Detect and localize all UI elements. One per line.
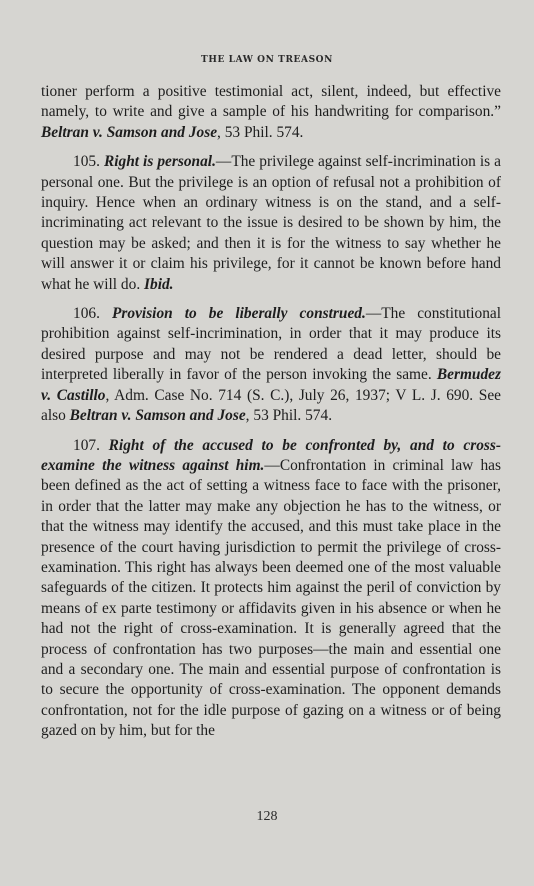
paragraph-text: —The constitutional prohibition against self-incrimination, in order that it may produce its desired purpose and may not be rendered a dead letter, should be interpreted liberally in favor of the person invoking the same. [41, 305, 501, 384]
paragraph-text: tioner perform a positive testimonial act, silent, indeed, but effective namely, to write and give a sample of his handwriting for comparison.” [41, 83, 501, 121]
section-number: 106. [73, 305, 100, 323]
section-number: 105. [73, 153, 100, 171]
running-head: THE LAW ON TREASON [201, 55, 333, 65]
section-heading: Right of the accused to be confronted by, and to cross-examine the witness against him. [41, 436, 501, 474]
case-citation: Bermudez v. Castillo [41, 366, 501, 404]
section-107 [41, 436, 501, 742]
section-number: 107. [73, 436, 100, 454]
section-106 [41, 304, 501, 426]
section-heading: Provision to be liberally construed. [112, 305, 366, 323]
paragraph-continued [41, 82, 501, 143]
case-citation: Beltran v. Samson and Jose [69, 407, 246, 425]
case-citation: Beltran v. Samson and Jose [41, 123, 218, 141]
page-number: 128 [256, 809, 278, 824]
citation-tail: , 53 Phil. 574. [245, 407, 333, 425]
section-105 [41, 152, 501, 295]
section-heading: Right is personal. [103, 153, 216, 171]
paragraph-text: —The privilege against self-incrimination is a personal one. But the privilege is an option of refusal not a prohibition of inquiry. Hence when an ordinary witness is on the stand, and a self-incriminating act relevant to the issue is desired to be shown by him, the question may be asked; and then it is for the witness to say whether he will answer it or claim his privilege, for it cannot be known before hand what he will do. [41, 153, 501, 293]
citation-tail: , Adm. Case No. 714 (S. C.), July 26, 1937; V L. J. 690. See also [41, 386, 501, 425]
citation-tail: , 53 Phil. 574. [217, 123, 304, 141]
body-text [41, 82, 501, 742]
case-citation: Ibid. [144, 275, 174, 293]
paragraph-text: —Confrontation in criminal law has been defined as the act of setting a witness face to face with the prisoner, in order that the latter may make any objection he has to the witness, or that the witness may identify the accused, and this must take place in the presence of the court having jurisdiction to permit the privilege of cross-examination. This right has always been deemed one of the most valuable safeguards of the citizen. It protects him against the peril of conviction by means of ex parte testimony or affidavits given in his absence or when he had not the right of cross-examination. It is generally agreed that the process of confrontation has two purposes—the main and essential one and a secondary one. The main and essential purpose of confrontation is to secure the opportunity of cross-examination. The opponent demands confrontation, not for the idle purpose of gazing on a witness or of being gazed on by him, but for the [41, 456, 502, 740]
